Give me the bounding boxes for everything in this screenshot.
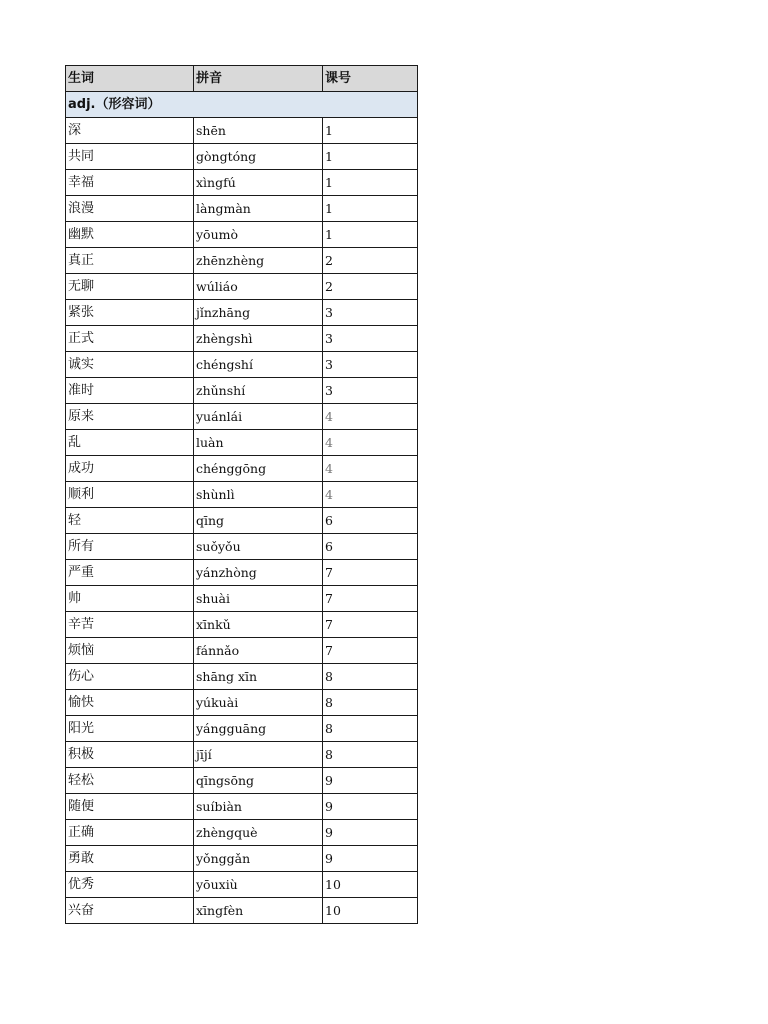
lesson-cell: 4	[323, 482, 418, 508]
pinyin-cell: suǒyǒu	[194, 534, 323, 560]
pinyin-cell: suíbiàn	[194, 794, 323, 820]
table-row	[66, 482, 418, 508]
word-cell: 诚实	[66, 352, 194, 378]
word-cell: 优秀	[66, 872, 194, 898]
lesson-cell: 3	[323, 378, 418, 404]
table-row	[66, 560, 418, 586]
lesson-cell: 7	[323, 638, 418, 664]
pinyin-cell: qīngsōng	[194, 768, 323, 794]
lesson-cell: 1	[323, 222, 418, 248]
word-cell: 深	[66, 118, 194, 144]
pinyin-cell: qīng	[194, 508, 323, 534]
word-cell: 伤心	[66, 664, 194, 690]
lesson-cell: 7	[323, 560, 418, 586]
pinyin-cell: shuài	[194, 586, 323, 612]
table-row	[66, 898, 418, 924]
word-cell: 阳光	[66, 716, 194, 742]
table-row	[66, 352, 418, 378]
table-row	[66, 820, 418, 846]
pinyin-cell: zhèngquè	[194, 820, 323, 846]
word-cell: 愉快	[66, 690, 194, 716]
word-cell: 真正	[66, 248, 194, 274]
lesson-cell: 9	[323, 794, 418, 820]
lesson-cell: 6	[323, 508, 418, 534]
lesson-cell: 2	[323, 274, 418, 300]
lesson-cell: 9	[323, 768, 418, 794]
word-cell: 正确	[66, 820, 194, 846]
lesson-cell: 4	[323, 404, 418, 430]
table-row	[66, 404, 418, 430]
word-cell: 勇敢	[66, 846, 194, 872]
table-row	[66, 300, 418, 326]
table-row	[66, 586, 418, 612]
word-cell: 共同	[66, 144, 194, 170]
word-cell: 烦恼	[66, 638, 194, 664]
pinyin-cell: chéngshí	[194, 352, 323, 378]
lesson-cell: 9	[323, 846, 418, 872]
table-row	[66, 638, 418, 664]
lesson-cell: 8	[323, 742, 418, 768]
pinyin-cell: chénggōng	[194, 456, 323, 482]
lesson-cell: 3	[323, 352, 418, 378]
lesson-cell: 8	[323, 664, 418, 690]
word-cell: 原来	[66, 404, 194, 430]
pinyin-cell: gòngtóng	[194, 144, 323, 170]
word-cell: 浪漫	[66, 196, 194, 222]
word-cell: 无聊	[66, 274, 194, 300]
lesson-cell: 2	[323, 248, 418, 274]
word-cell: 轻松	[66, 768, 194, 794]
header-word: 生词	[66, 66, 194, 92]
pinyin-cell: jǐnzhāng	[194, 300, 323, 326]
word-cell: 帅	[66, 586, 194, 612]
lesson-cell: 1	[323, 196, 418, 222]
word-cell: 准时	[66, 378, 194, 404]
table-row	[66, 534, 418, 560]
table-row	[66, 508, 418, 534]
pinyin-cell: zhǔnshí	[194, 378, 323, 404]
word-cell: 严重	[66, 560, 194, 586]
lesson-cell: 4	[323, 456, 418, 482]
table-row	[66, 794, 418, 820]
word-cell: 成功	[66, 456, 194, 482]
word-cell: 兴奋	[66, 898, 194, 924]
pinyin-cell: shēn	[194, 118, 323, 144]
pinyin-cell: xīngfèn	[194, 898, 323, 924]
lesson-cell: 10	[323, 898, 418, 924]
table-row	[66, 144, 418, 170]
lesson-cell: 1	[323, 170, 418, 196]
table-row	[66, 612, 418, 638]
table-row	[66, 690, 418, 716]
table-row	[66, 716, 418, 742]
pinyin-cell: xīnkǔ	[194, 612, 323, 638]
table-row	[66, 222, 418, 248]
pinyin-cell: làngmàn	[194, 196, 323, 222]
lesson-cell: 8	[323, 690, 418, 716]
lesson-cell: 1	[323, 144, 418, 170]
group-label: adj.（形容词）	[66, 92, 418, 118]
pinyin-cell: yángguāng	[194, 716, 323, 742]
lesson-cell: 7	[323, 586, 418, 612]
pinyin-cell: shāng xīn	[194, 664, 323, 690]
lesson-cell: 3	[323, 300, 418, 326]
pinyin-cell: yōuxiù	[194, 872, 323, 898]
lesson-cell: 1	[323, 118, 418, 144]
table-row	[66, 248, 418, 274]
pinyin-cell: yúkuài	[194, 690, 323, 716]
pinyin-cell: luàn	[194, 430, 323, 456]
lesson-cell: 10	[323, 872, 418, 898]
pinyin-cell: shùnlì	[194, 482, 323, 508]
lesson-cell: 3	[323, 326, 418, 352]
word-cell: 正式	[66, 326, 194, 352]
lesson-cell: 6	[323, 534, 418, 560]
table-row	[66, 118, 418, 144]
pinyin-cell: yánzhòng	[194, 560, 323, 586]
word-cell: 紧张	[66, 300, 194, 326]
word-cell: 所有	[66, 534, 194, 560]
table-row	[66, 274, 418, 300]
pinyin-cell: yōumò	[194, 222, 323, 248]
table-row	[66, 768, 418, 794]
table-row	[66, 196, 418, 222]
pinyin-cell: wúliáo	[194, 274, 323, 300]
lesson-cell: 7	[323, 612, 418, 638]
pinyin-cell: xìngfú	[194, 170, 323, 196]
pinyin-cell: yuánlái	[194, 404, 323, 430]
pinyin-cell: jījí	[194, 742, 323, 768]
header-row	[66, 66, 418, 92]
word-cell: 随便	[66, 794, 194, 820]
word-cell: 积极	[66, 742, 194, 768]
word-cell: 乱	[66, 430, 194, 456]
header-lesson: 课号	[323, 66, 418, 92]
table-body	[66, 92, 418, 924]
header-pinyin: 拼音	[194, 66, 323, 92]
table-row	[66, 456, 418, 482]
table-row	[66, 430, 418, 456]
table-row	[66, 664, 418, 690]
table-row	[66, 872, 418, 898]
pinyin-cell: yǒnggǎn	[194, 846, 323, 872]
lesson-cell: 8	[323, 716, 418, 742]
word-cell: 幽默	[66, 222, 194, 248]
lesson-cell: 4	[323, 430, 418, 456]
group-row	[66, 92, 418, 118]
pinyin-cell: fánnǎo	[194, 638, 323, 664]
word-cell: 顺利	[66, 482, 194, 508]
vocabulary-table	[65, 65, 418, 924]
pinyin-cell: zhèngshì	[194, 326, 323, 352]
table-row	[66, 846, 418, 872]
table-row	[66, 378, 418, 404]
table-row	[66, 742, 418, 768]
word-cell: 幸福	[66, 170, 194, 196]
word-cell: 轻	[66, 508, 194, 534]
lesson-cell: 9	[323, 820, 418, 846]
table-row	[66, 326, 418, 352]
word-cell: 辛苦	[66, 612, 194, 638]
table-row	[66, 170, 418, 196]
pinyin-cell: zhēnzhèng	[194, 248, 323, 274]
